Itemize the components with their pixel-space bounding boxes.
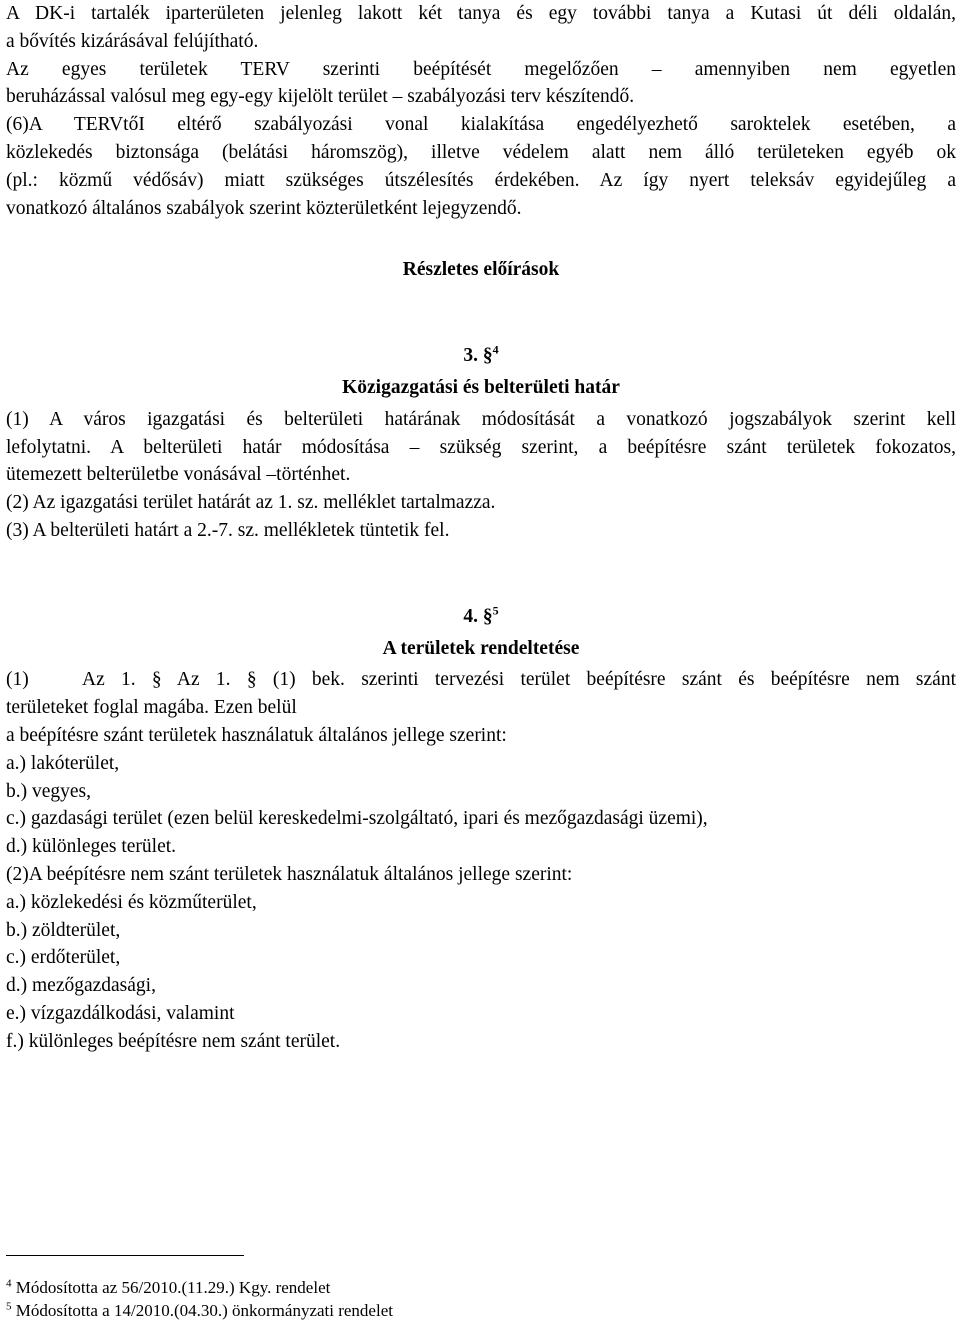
list-item: a.) közlekedési és közműterület, bbox=[6, 891, 257, 913]
intro-line: (6)A TERVtőI eltérő szabályozási vonal kialakítása engedélyezhető saroktelek esetében, a bbox=[6, 114, 956, 136]
list-item: d.) különleges terület. bbox=[6, 836, 177, 858]
intro-line: A DK-i tartalék iparterületen jelenleg lakott két tanya és egy további tanya a Kutasi út déli oldalán, bbox=[6, 3, 956, 24]
list-item: e.) vízgazdálkodási, valamint bbox=[6, 1002, 235, 1024]
item-label: (1) bbox=[6, 669, 29, 691]
section-number bbox=[6, 342, 956, 370]
section-heading: Részletes előírások bbox=[402, 259, 560, 281]
body-line: területeket foglal magába. Ezen belül bbox=[6, 697, 297, 719]
intro-line: a bővítés kizárásával felújítható. bbox=[6, 30, 259, 52]
footnote-text: Módosította az 56/2010.(11.29.) Kgy. rendelet bbox=[15, 1278, 331, 1297]
list-item: b.) vegyes, bbox=[6, 780, 92, 802]
intro-line: Az egyes területek TERV szerinti beépítését megelőzően – amennyiben nem egyetlen bbox=[6, 58, 956, 80]
section-title: Közigazgatási és belterületi határ bbox=[342, 376, 620, 398]
section-number-text: 3. § bbox=[463, 345, 493, 367]
footnote-text: Módosította a 14/2010.(04.30.) önkormányzati rendelet bbox=[15, 1301, 393, 1320]
list-item: f.) különleges beépítésre nem szánt terület. bbox=[6, 1030, 341, 1052]
footnote-ref: 4 bbox=[492, 342, 499, 357]
list-item: c.) gazdasági terület (ezen belül kereskedelmi-szolgáltató, ipari és mezőgazdasági üzemi), bbox=[6, 808, 708, 830]
list-item: d.) mezőgazdasági, bbox=[6, 975, 156, 997]
footnotes bbox=[6, 1276, 606, 1322]
body-line: (1) A város igazgatási és belterületi határának módosítását a vonatkozó jogszabályok szerint kell bbox=[6, 408, 956, 430]
list-item: a.) lakóterület, bbox=[6, 752, 120, 774]
footnote-number: 5 bbox=[6, 1300, 12, 1313]
intro-line: (pl.: közmű védősáv) miatt szükséges útszélesítés érdekében. Az így nyert teleksáv egyidejűleg a bbox=[6, 169, 956, 191]
body-line: a beépítésre szánt területek használatuk általános jellege szerint: bbox=[6, 724, 507, 746]
section-number-text: 4. § bbox=[463, 605, 493, 627]
footnote bbox=[6, 1276, 606, 1299]
list-item: b.) zöldterület, bbox=[6, 919, 121, 941]
body-line bbox=[6, 666, 956, 694]
section-title: A területek rendeltetése bbox=[382, 637, 580, 659]
section-body bbox=[6, 666, 956, 1055]
body-line: (2)A beépítésre nem szánt területek használatuk általános jellege szerint: bbox=[6, 863, 573, 885]
section-body bbox=[6, 406, 956, 545]
item-text: Az 1. § Az 1. § (1) bek. szerinti tervezési terület beépítésre szánt és beépítésre nem szánt bbox=[82, 669, 956, 691]
section-number bbox=[6, 603, 956, 631]
footnote-number: 4 bbox=[6, 1277, 12, 1290]
body-line: (3) A belterületi határt a 2.-7. sz. mellékletek tüntetik fel. bbox=[6, 519, 450, 541]
footnote bbox=[6, 1299, 606, 1322]
intro-line: vonatkozó általános szabályok szerint közterületként lejegyzendő. bbox=[6, 197, 522, 219]
footnote-ref: 5 bbox=[492, 603, 499, 618]
list-item: c.) erdőterület, bbox=[6, 947, 121, 969]
body-line: lefolytatni. A belterületi határ módosítása – szükség szerint, a beépítésre szánt területek fokozatos, bbox=[6, 436, 956, 458]
document-page bbox=[6, 0, 956, 1056]
body-line: (2) Az igazgatási terület határát az 1. sz. melléklet tartalmazza. bbox=[6, 492, 496, 514]
intro-line: közlekedés biztonsága (belátási háromszög), illetve védelem alatt nem álló területeken egyéb ok bbox=[6, 141, 956, 163]
body-line: ütemezett belterületbe vonásával –történhet. bbox=[6, 464, 351, 486]
intro-line: beruházással valósul meg egy-egy kijelölt terület – szabályozási terv készítendő. bbox=[6, 86, 635, 108]
footnote-divider bbox=[6, 1255, 244, 1256]
